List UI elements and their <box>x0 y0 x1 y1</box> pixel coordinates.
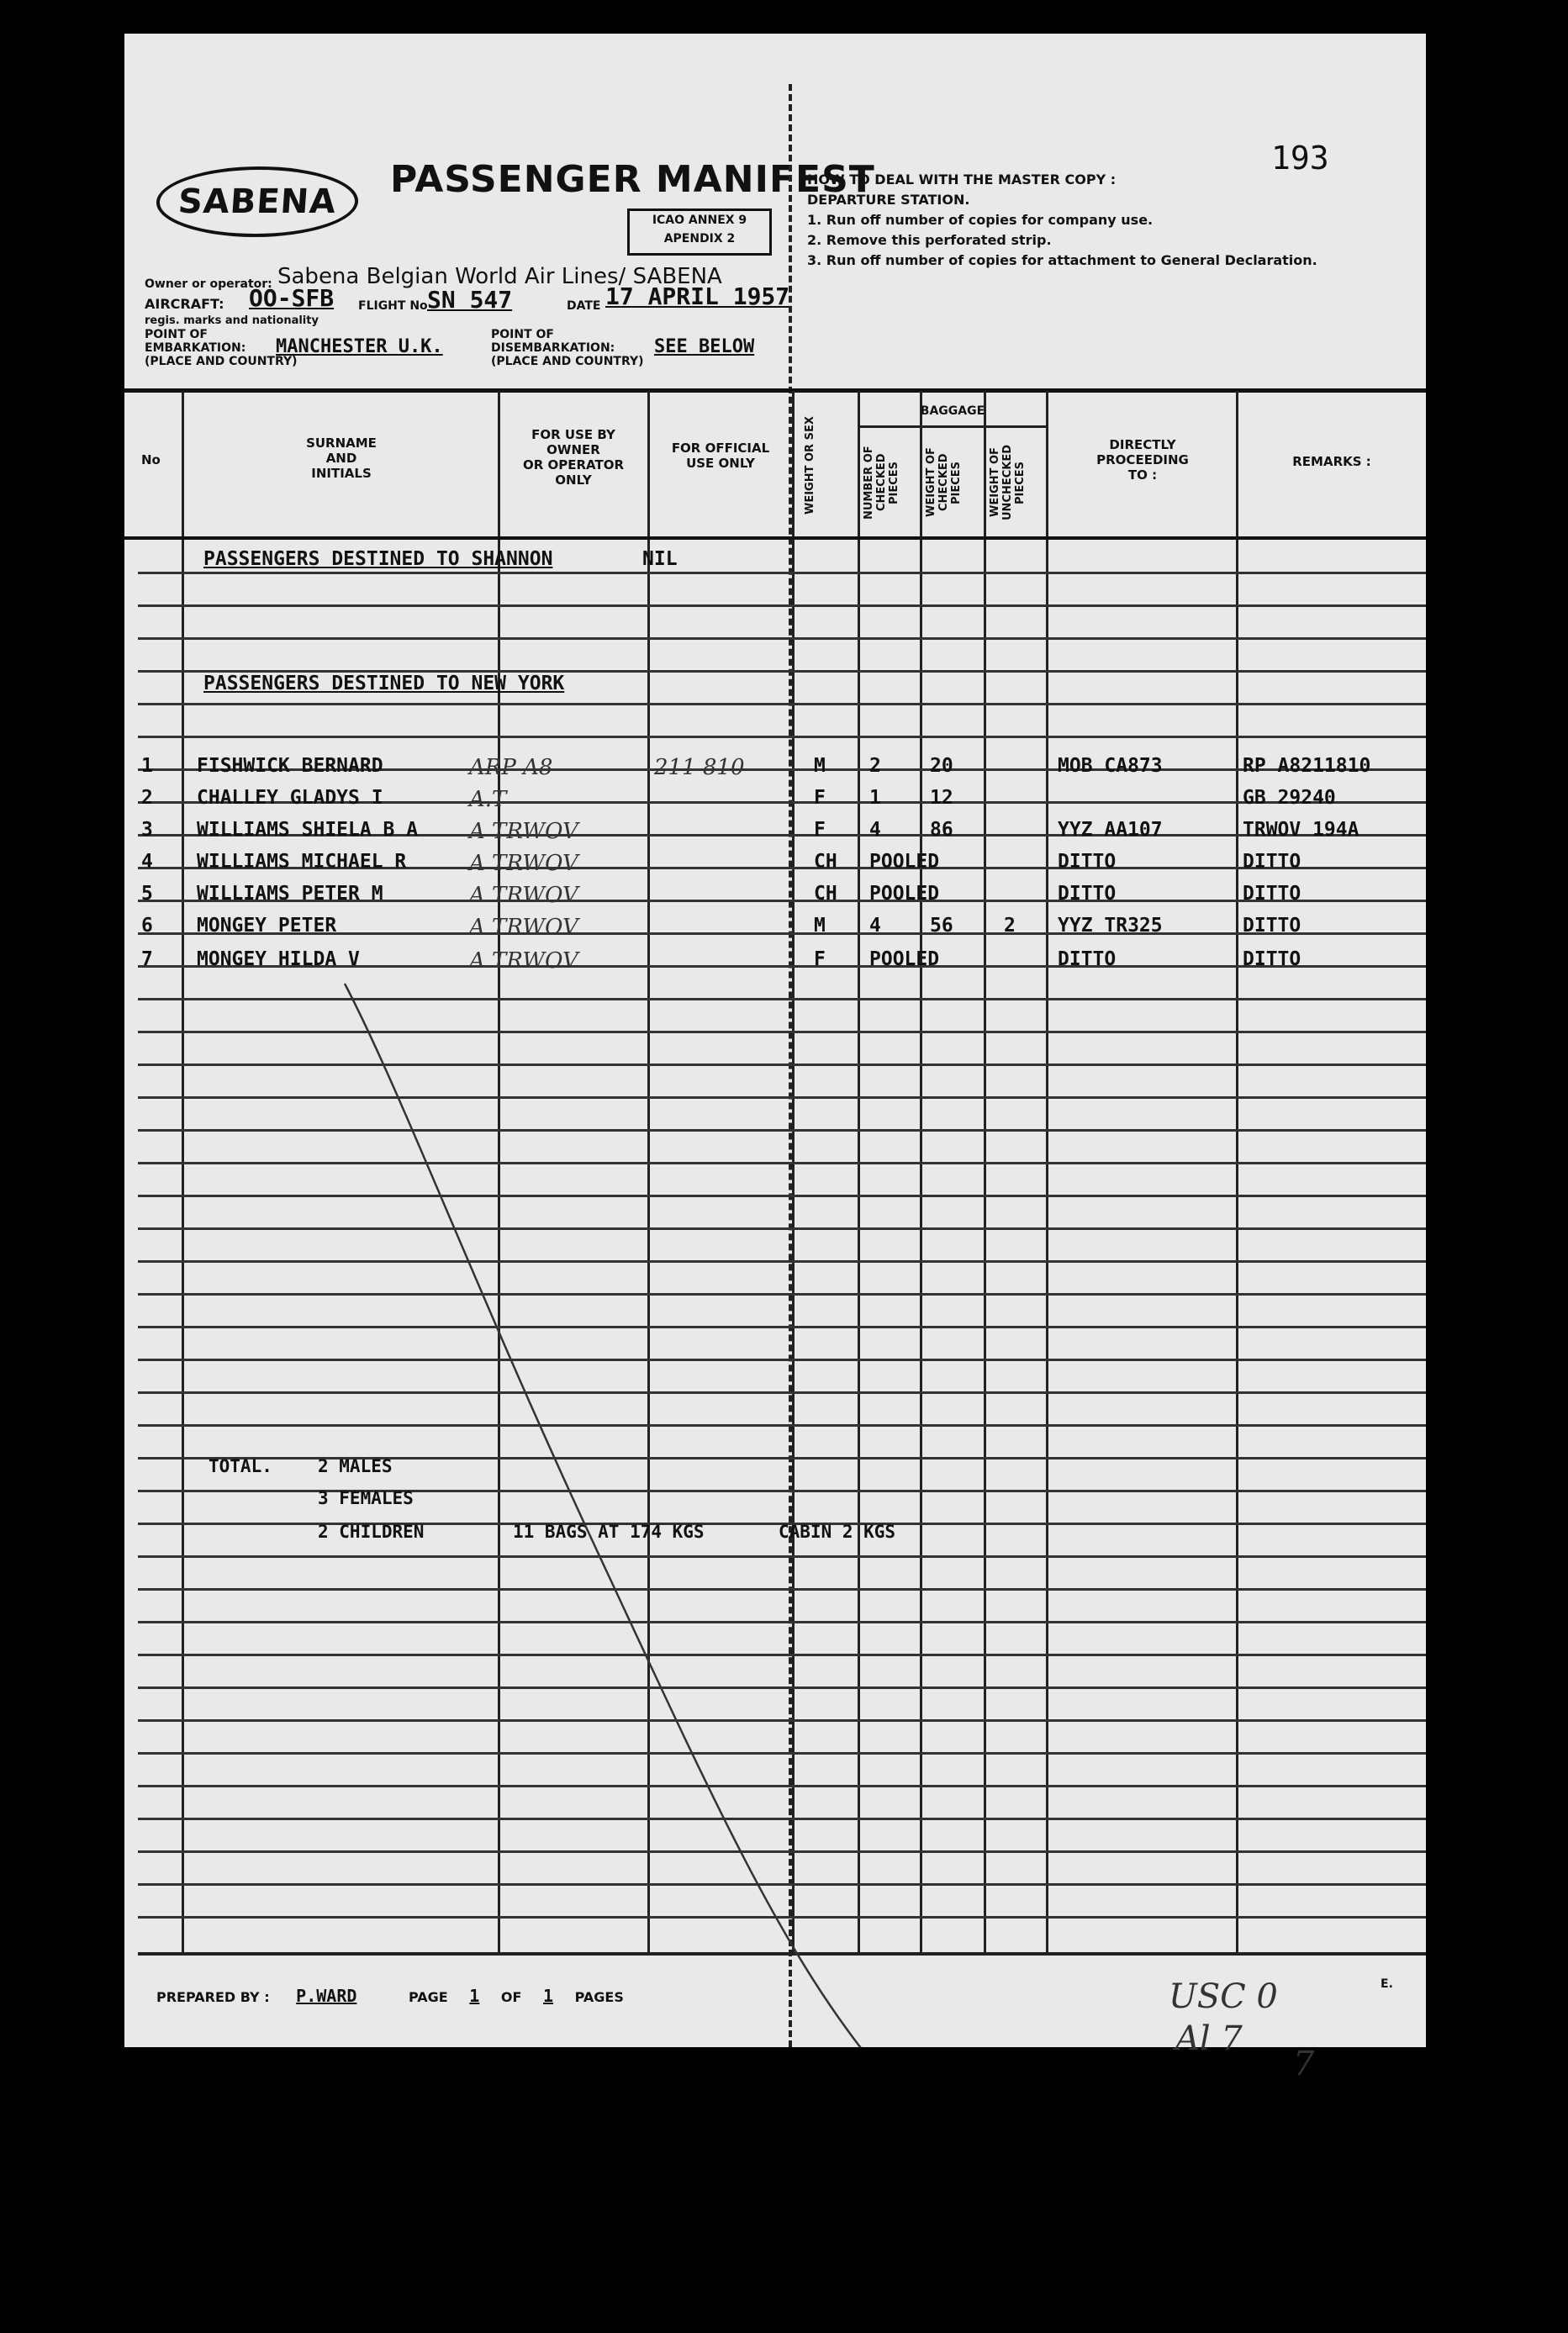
col-surname-line1: SURNAME <box>306 435 377 451</box>
col-owner-line4: ONLY <box>555 472 592 488</box>
owner-value: Sabena Belgian World Air Lines/ SABENA <box>277 264 722 289</box>
cell-name: CHALLEY GLADYS I <box>197 787 383 809</box>
cell-remarks: RP A8211810 <box>1243 755 1371 777</box>
col-owner-line1: FOR USE BY <box>531 427 615 442</box>
prepared-by-label: PREPARED BY : <box>156 1989 270 2005</box>
col-checked-weight: WEIGHT OF CHECKED PIECES <box>925 447 963 518</box>
owner-label: Owner or operator: <box>145 277 272 291</box>
col-official-line2: USE ONLY <box>686 456 755 471</box>
cell-owner-use: ARP A8 <box>469 755 553 780</box>
of-value: 1 <box>543 1986 554 2006</box>
cell-no: 7 <box>141 948 153 970</box>
sabena-logo: SABENA <box>154 166 361 237</box>
disembark-label-3: (PLACE AND COUNTRY) <box>491 355 644 368</box>
totals-cabin: CABIN 2 KGS <box>779 1522 896 1542</box>
cell-owner-use: A TRWOV <box>469 851 578 876</box>
cell-owner-use: A TRWOV <box>469 948 578 974</box>
cell-weight: 12 <box>930 787 953 809</box>
totals-label: TOTAL. <box>209 1456 272 1476</box>
cell-proceeding: YYZ TR325 <box>1058 915 1163 937</box>
col-unchecked-weight: WEIGHT OF UNCHECKED PIECES <box>989 444 1027 521</box>
page-value: 1 <box>469 1986 480 2006</box>
date-value: 17 APRIL 1957 <box>605 282 790 310</box>
cell-pieces: 2 <box>869 755 881 777</box>
embark-label-2: EMBARKATION: <box>145 341 246 355</box>
totals-bags: 11 BAGS AT 174 KGS <box>513 1522 705 1542</box>
diagonal-pen-stroke <box>124 34 1426 2047</box>
col-proceeding-line2: PROCEEDING <box>1096 452 1189 467</box>
disembark-value: SEE BELOW <box>654 336 755 357</box>
instructions-subheading: DEPARTURE STATION. <box>807 192 970 208</box>
col-proceeding-line1: DIRECTLY <box>1109 437 1176 452</box>
col-owner-line2: OWNER <box>546 442 600 457</box>
cell-sex: F <box>814 948 826 970</box>
handwritten-annotation-line1: USC 0 <box>1169 1977 1278 2016</box>
col-no: No <box>141 452 161 467</box>
aircraft-value: OO-SFB <box>249 284 335 312</box>
cell-owner-use: A TRWOV <box>469 883 578 908</box>
cell-weight: 56 <box>930 915 953 937</box>
cell-remarks: DITTO <box>1243 948 1301 970</box>
cell-pieces: POOLED <box>869 883 940 905</box>
col-baggage: BAGGAGE <box>920 404 985 418</box>
cell-pieces: 4 <box>869 819 881 841</box>
instruction-item: 2. Remove this perforated strip. <box>807 232 1052 248</box>
form-code: E. <box>1381 1977 1393 1991</box>
cell-sex: F <box>814 819 826 841</box>
cell-owner-use: A.T <box>469 787 507 812</box>
disembark-label-1: POINT OF <box>491 328 554 341</box>
disembark-label-2: DISEMBARKATION: <box>491 341 615 355</box>
cell-pieces: 4 <box>869 915 881 937</box>
of-label: OF <box>500 1989 522 2005</box>
cell-name: MONGEY HILDA V <box>197 948 360 970</box>
cell-official: 211 810 <box>654 755 745 780</box>
col-official-line1: FOR OFFICIAL <box>671 441 770 456</box>
instructions-heading: HOW TO DEAL WITH THE MASTER COPY : <box>807 172 1117 187</box>
cell-name: WILLIAMS SHIELA B A <box>197 819 419 841</box>
icao-annex-line1: ICAO ANNEX 9 <box>652 214 747 227</box>
cell-owner-use: A TRWOV <box>469 819 578 844</box>
flight-label: FLIGHT No <box>358 299 428 313</box>
cell-no: 4 <box>141 851 153 873</box>
handwritten-annotation-line3: 7 <box>1293 2045 1315 2083</box>
manifest-sheet <box>124 34 1426 2083</box>
cell-name: MONGEY PETER <box>197 915 337 937</box>
cell-pieces: POOLED <box>869 851 940 873</box>
cell-unchecked: 2 <box>1004 915 1016 937</box>
col-surname-line3: INITIALS <box>311 466 372 481</box>
totals-females: 3 FEMALES <box>318 1488 414 1508</box>
totals-children: 2 CHILDREN <box>318 1522 425 1542</box>
cell-sex: CH <box>814 883 837 905</box>
col-surname-line2: AND <box>325 451 357 466</box>
cell-sex: M <box>814 915 826 937</box>
cell-remarks: DITTO <box>1243 883 1301 905</box>
cell-no: 6 <box>141 915 153 937</box>
cell-proceeding: MOB CA873 <box>1058 755 1163 777</box>
col-weight-sex: WEIGHT OR SEX <box>804 416 816 515</box>
cell-owner-use: A TRWOV <box>469 915 578 940</box>
aircraft-label: AIRCRAFT: <box>145 296 224 312</box>
pages-label: PAGES <box>574 1989 624 2005</box>
cell-no: 3 <box>141 819 153 841</box>
cell-sex: F <box>814 787 826 809</box>
cell-proceeding: DITTO <box>1058 948 1117 970</box>
embark-value: MANCHESTER U.K. <box>276 336 443 357</box>
cell-name: FISHWICK BERNARD <box>197 755 383 777</box>
totals-males: 2 MALES <box>318 1456 393 1476</box>
sheet-number: 193 <box>1271 140 1329 177</box>
cell-remarks: TRWOV 194A <box>1243 819 1359 841</box>
instruction-item: 3. Run off number of copies for attachment to General Declaration. <box>807 252 1317 268</box>
section-label-shannon: PASSENGERS DESTINED TO SHANNON <box>203 548 553 570</box>
cell-no: 5 <box>141 883 153 905</box>
instruction-item: 1. Run off number of copies for company use. <box>807 212 1154 228</box>
cell-pieces: 1 <box>869 787 881 809</box>
col-owner-line3: OR OPERATOR <box>522 457 625 472</box>
flight-value: SN 547 <box>427 286 513 314</box>
col-remarks: REMARKS : <box>1292 454 1371 469</box>
aircraft-sublabel: regis. marks and nationality <box>145 314 319 327</box>
handwritten-annotation-line2: Al 7 <box>1175 2019 1243 2058</box>
cell-pieces: POOLED <box>869 948 940 970</box>
embark-label-3: (PLACE AND COUNTRY) <box>145 355 298 368</box>
document-title: PASSENGER MANIFEST <box>390 158 875 201</box>
embark-label-1: POINT OF <box>145 328 208 341</box>
cell-no: 1 <box>141 755 153 777</box>
cell-weight: 86 <box>930 819 953 841</box>
col-proceeding-line3: TO : <box>1127 467 1158 483</box>
cell-remarks: DITTO <box>1243 915 1301 937</box>
cell-sex: M <box>814 755 826 777</box>
cell-name: WILLIAMS MICHAEL R <box>197 851 407 873</box>
icao-annex-line2: APENDIX 2 <box>663 232 736 245</box>
cell-proceeding: YYZ AA107 <box>1058 819 1163 841</box>
prepared-by-value: P.WARD <box>296 1986 357 2006</box>
cell-name: WILLIAMS PETER M <box>197 883 383 905</box>
cell-proceeding: DITTO <box>1058 851 1117 873</box>
section-value-shannon: NIL <box>642 548 678 570</box>
cell-remarks: DITTO <box>1243 851 1301 873</box>
date-label: DATE <box>567 299 601 313</box>
cell-weight: 20 <box>930 755 953 777</box>
cell-remarks: GB 29240 <box>1243 787 1336 809</box>
cell-sex: CH <box>814 851 837 873</box>
col-checked-pieces: NUMBER OF CHECKED PIECES <box>863 446 900 520</box>
cell-proceeding: DITTO <box>1058 883 1117 905</box>
cell-no: 2 <box>141 787 153 809</box>
page-label: PAGE <box>409 1989 448 2005</box>
section-label-newyork: PASSENGERS DESTINED TO NEW YORK <box>203 673 565 694</box>
